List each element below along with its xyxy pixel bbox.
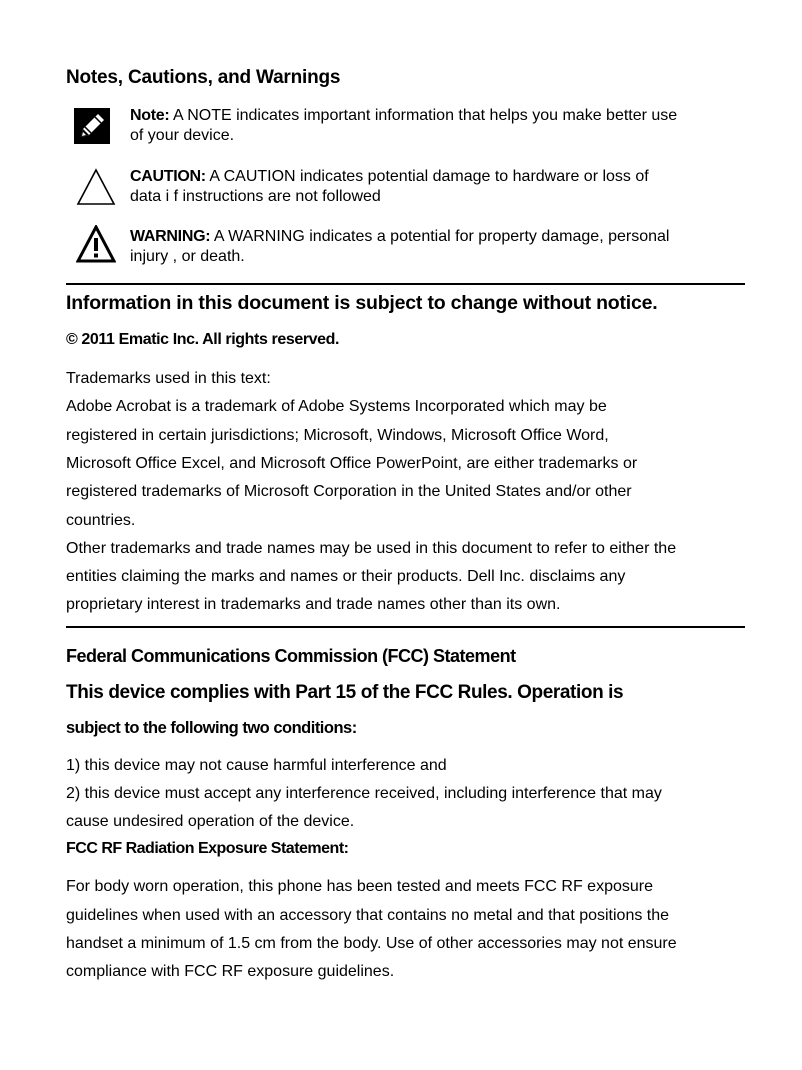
note-label: Note: xyxy=(130,107,170,124)
fcc-statement-title: Federal Communications Commission (FCC) Statement xyxy=(66,646,516,666)
warning-label: WARNING: xyxy=(130,228,211,245)
note-notice xyxy=(130,106,750,146)
fcc-condition-line: cause undesired operation of the device. xyxy=(66,813,355,830)
rf-exposure-heading: FCC RF Radiation Exposure Statement: xyxy=(66,840,349,857)
trademark-text-line: proprietary interest in trademarks and trade names other than its own. xyxy=(66,596,561,613)
trademark-text-line: countries. xyxy=(66,512,136,529)
caution-text-line2: data i f instructions are not followed xyxy=(130,188,381,205)
warning-text: A WARNING indicates a potential for property damage, personal xyxy=(210,228,670,245)
caution-text: A CAUTION indicates potential damage to hardware or loss of xyxy=(205,168,649,185)
trademark-text-line: Adobe Acrobat is a trademark of Adobe Systems Incorporated which may be xyxy=(66,398,607,415)
trademark-text-line: registered in certain jurisdictions; Microsoft, Windows, Microsoft Office Word, xyxy=(66,427,609,444)
caution-notice xyxy=(130,167,750,207)
fcc-condition-line: 1) this device may not cause harmful interference and xyxy=(66,757,447,774)
trademark-text-line: Trademarks used in this text: xyxy=(66,370,271,387)
rf-exposure-text-line: handset a minimum of 1.5 cm from the body. Use of other accessories may not ensure xyxy=(66,935,677,952)
note-text-line2: of your device. xyxy=(130,127,235,144)
warning-notice xyxy=(130,227,750,267)
change-notice-heading: Information in this document is subject to change without notice. xyxy=(66,292,658,314)
pencil-icon xyxy=(74,108,110,144)
rf-exposure-text-line: compliance with FCC RF exposure guidelines. xyxy=(66,963,395,980)
rf-exposure-text-line: For body worn operation, this phone has been tested and meets FCC RF exposure xyxy=(66,878,653,895)
note-text: A NOTE indicates important information that helps you make better use xyxy=(169,107,678,124)
trademark-text-line: Other trademarks and trade names may be used in this document to refer to either the xyxy=(66,540,677,557)
fcc-condition-line: 2) this device must accept any interference received, including interference that may xyxy=(66,785,662,802)
fcc-compliance-line: subject to the following two conditions: xyxy=(66,719,357,737)
copyright-line: © 2011 Ematic Inc. All rights reserved. xyxy=(66,331,340,348)
rf-exposure-text-line: guidelines when used with an accessory that contains no metal and that positions the xyxy=(66,907,670,924)
trademark-text-line: registered trademarks of Microsoft Corporation in the United States and/or other xyxy=(66,483,632,500)
divider-rule xyxy=(66,626,745,628)
trademark-text-line: entities claiming the marks and names or their products. Dell Inc. disclaims any xyxy=(66,568,626,585)
warning-text-line2: injury , or death. xyxy=(130,248,245,265)
fcc-compliance-line: This device complies with Part 15 of the FCC Rules. Operation is xyxy=(66,682,624,703)
warning-triangle-icon xyxy=(76,225,116,263)
trademark-text-line: Microsoft Office Excel, and Microsoft Office PowerPoint, are either trademarks or xyxy=(66,455,638,472)
caution-label: CAUTION: xyxy=(130,168,206,185)
caution-triangle-icon xyxy=(76,168,116,206)
notes-section-title: Notes, Cautions, and Warnings xyxy=(66,67,341,88)
divider-rule xyxy=(66,283,745,285)
